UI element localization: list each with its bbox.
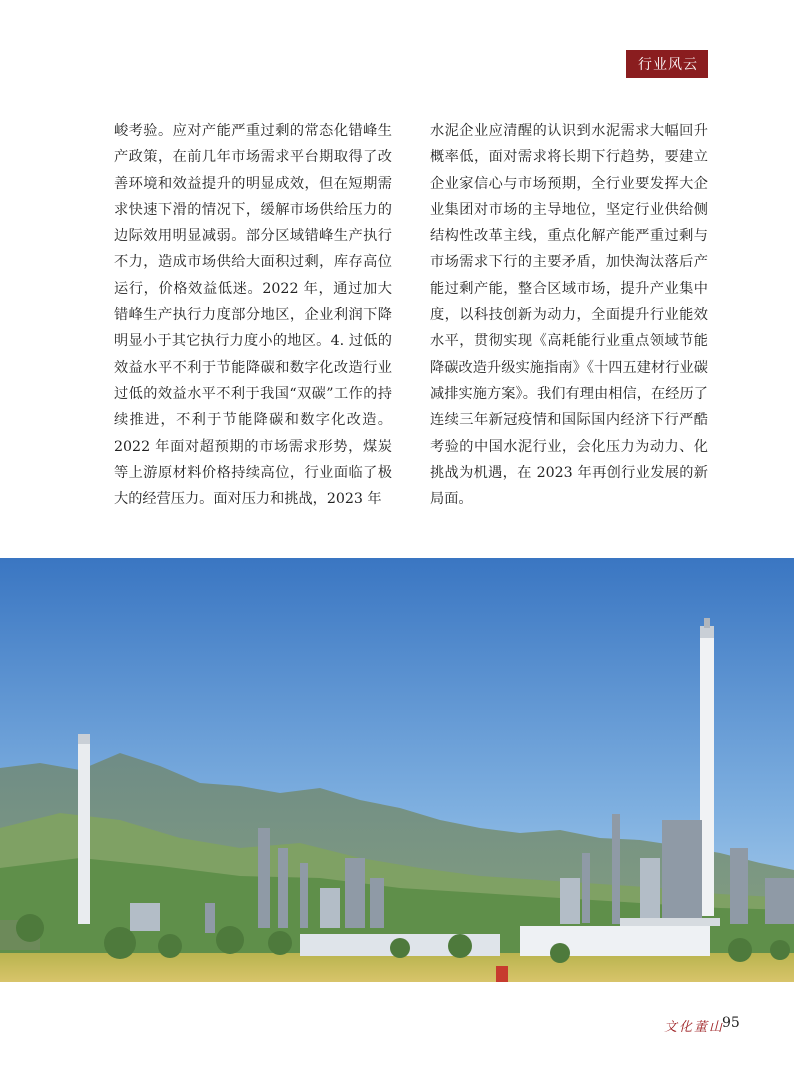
industrial-plant-photo — [0, 558, 794, 982]
section-rule — [628, 77, 708, 78]
section-tag: 行业风云 — [626, 50, 708, 78]
page-number: 95 — [722, 1015, 740, 1031]
article-column-left — [114, 118, 392, 512]
article-column-right — [430, 118, 708, 512]
article-paragraph-right: 水泥企业应清醒的认识到水泥需求大幅回升概率低，面对需求将长期下行趋势，要建立企业家信心与市场预期，全行业要发挥大企业集团对市场的主导地位，坚定行业供给侧结构性改革主线，重点化解产能严重过剩与市场需求下行的主要矛盾，加快淘汰落后产能过剩产能，整合区域市场，提升产业集中度，以科技创新为动力，全面提升行业能效水平，贯彻实现《高耗能行业重点领域节能降碳改造升级实施指南》《十四五建材行业碳减排实施方案》。我们有理由相信，在经历了连续三年新冠疫情和国际国内经济下行严酷考验的中国水泥行业，会化压力为动力、化挑战为机遇，在 2023 年再创行业发展的新局面。 — [430, 123, 708, 508]
magazine-brand: 文化董山 — [664, 1020, 725, 1035]
article-paragraph-left: 峻考验。应对产能严重过剩的常态化错峰生产政策，在前几年市场需求平台期取得了改善环境和效益提升的明显成效，但在短期需求快速下滑的情况下，缓解市场供给压力的边际效用明显减弱。部分区域错峰生产执行不力，造成市场供给大面积过剩，库存高位运行，价格效益低迷。2022 年，通过加大错峰生产执行力度部分地区，企业利润下降明显小于其它执行力度小的地区。4. 过低的效益水平不利于节能降碳和数字化改造行业过低的效益水平不利于我国“双碳”工作的持续推进，不利于节能降碳和数字化改造。2022 年面对超预期的市场需求形势，煤炭等上游原材料价格持续高位，行业面临了极大的经营压力。面对压力和挑战，2023 年 — [114, 123, 392, 508]
